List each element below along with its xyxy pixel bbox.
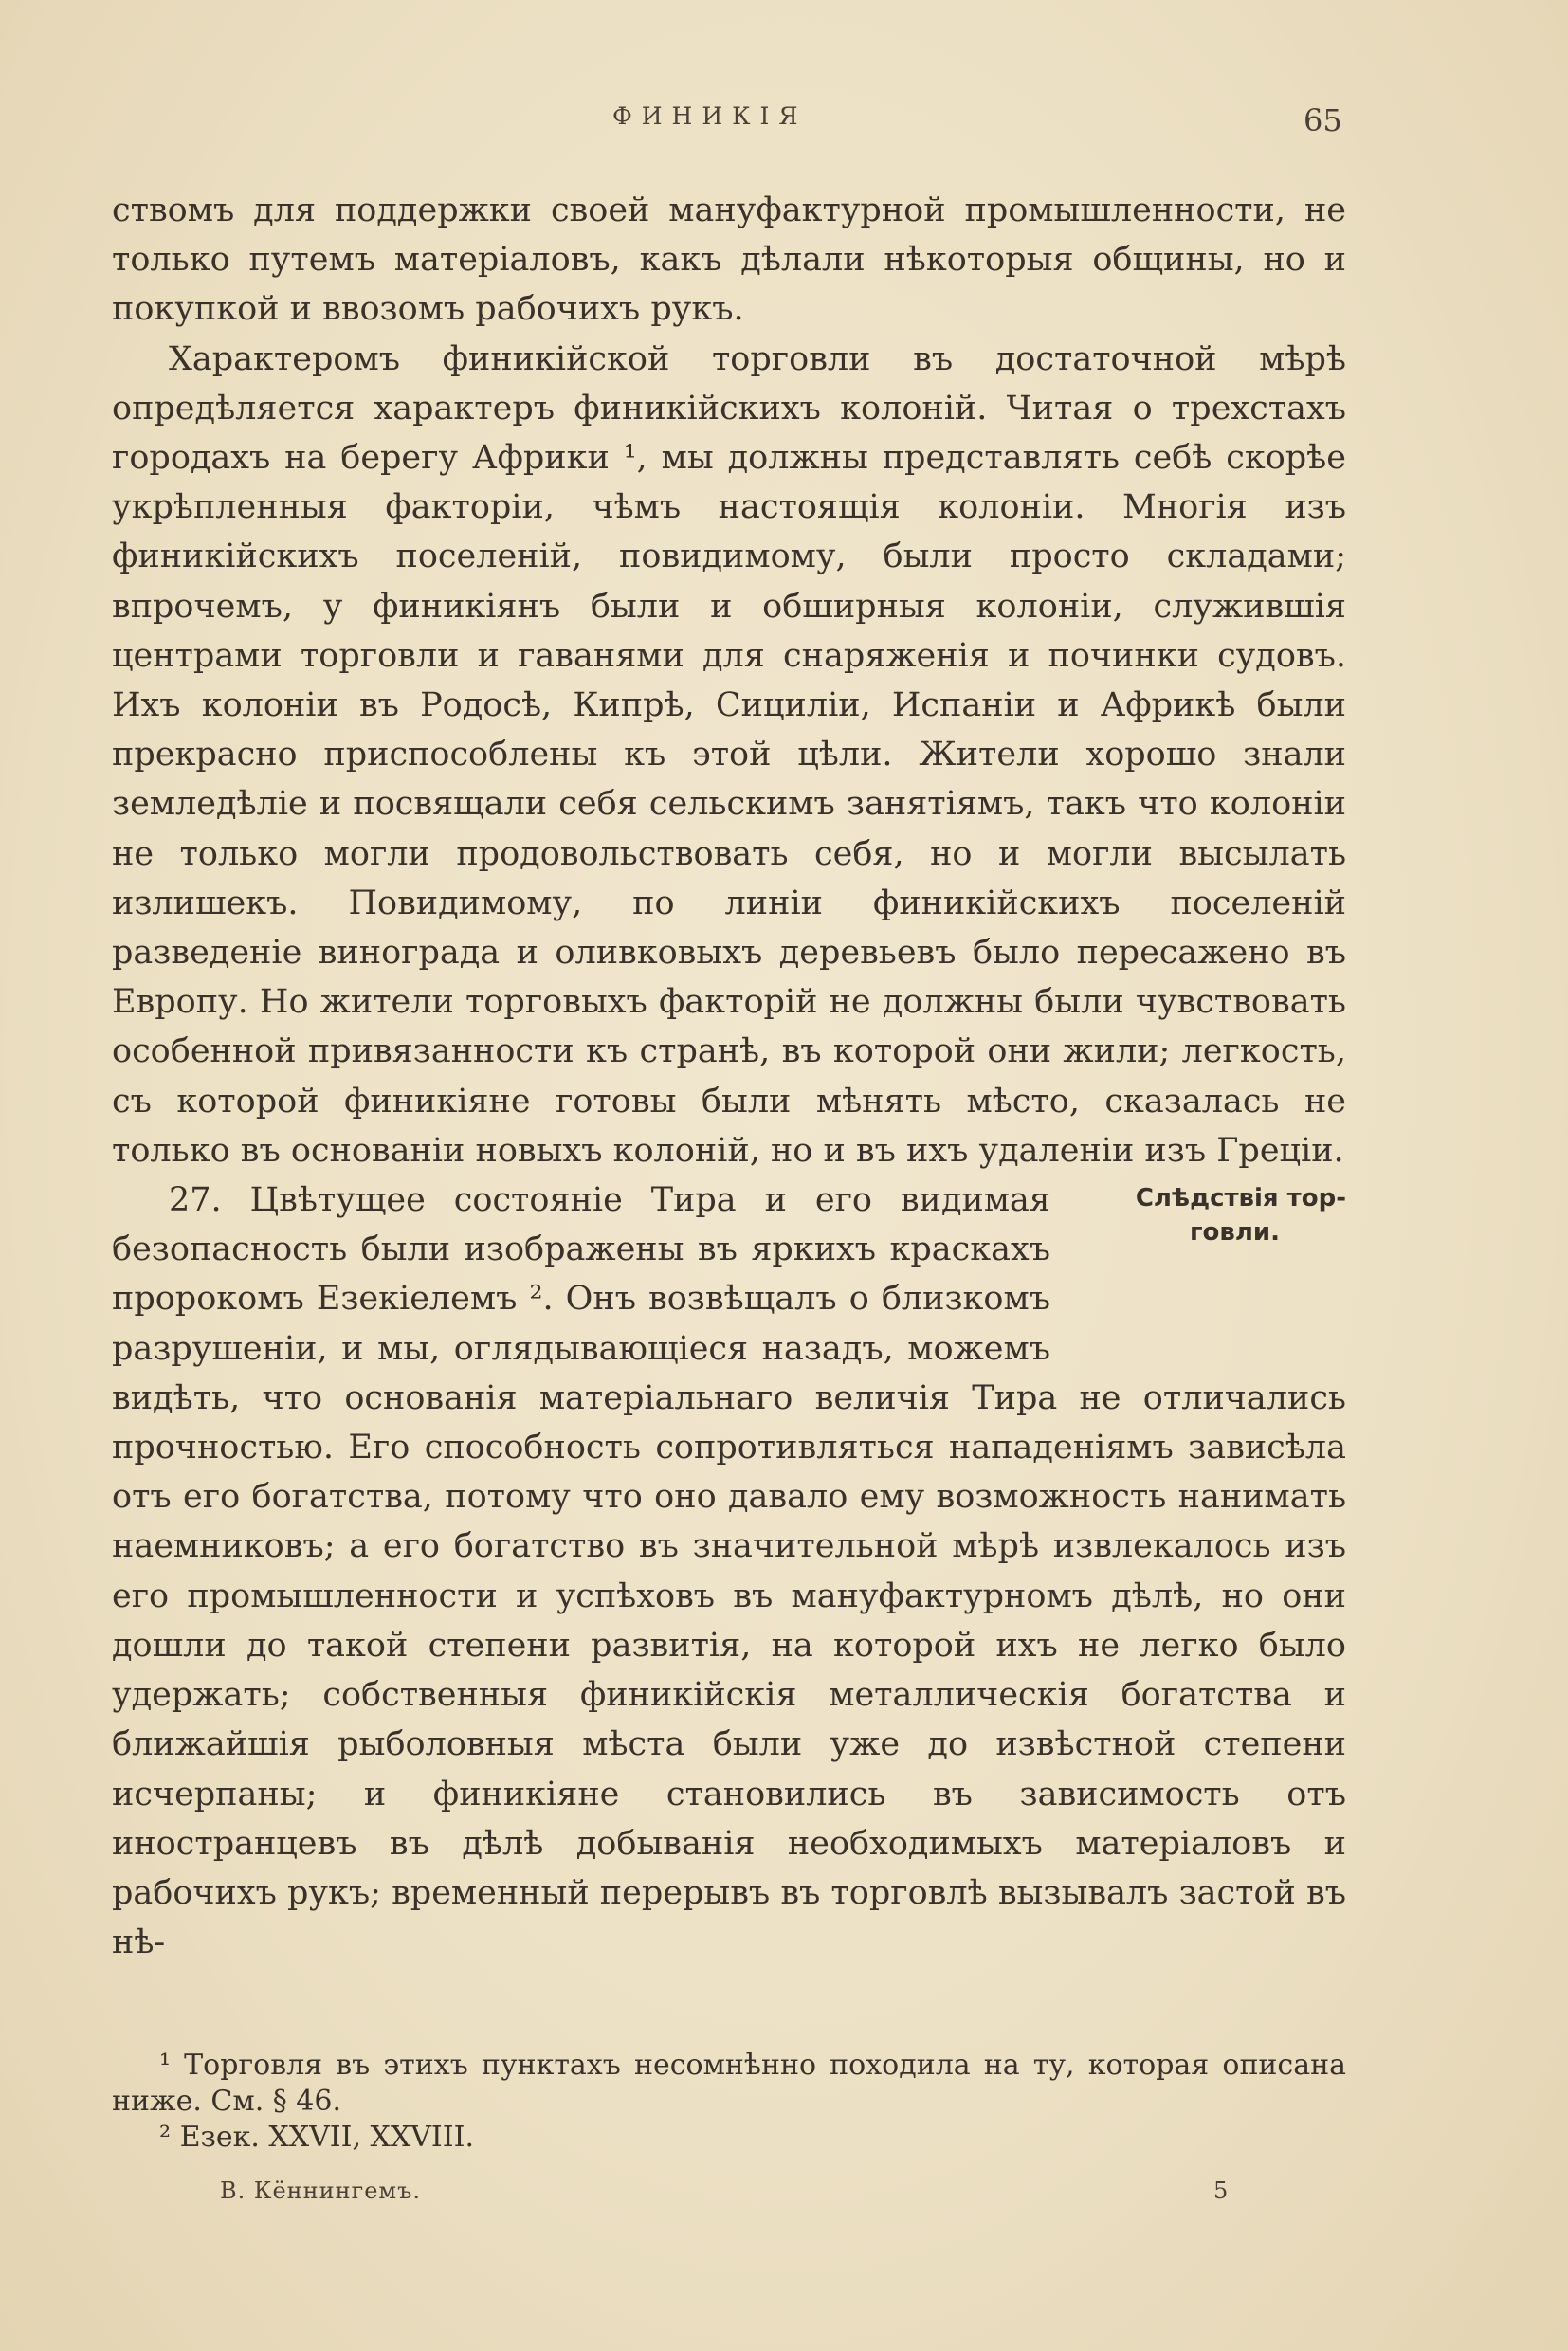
marginal-note-line-1: Слѣдствія тор- [1135, 1184, 1346, 1213]
marginal-note [1079, 1176, 1346, 1371]
footnotes [112, 2048, 1346, 2156]
marginal-note-line-2: говли. [1189, 1218, 1280, 1248]
page-number: 65 [1304, 102, 1342, 138]
footnote-1: ¹ Торговля въ этихъ пунктахъ несомнѣнно походила на ту, которая описана ниже. См. § 46. [112, 2049, 1346, 2118]
footer-author: В. Кённингемъ. [220, 2178, 421, 2204]
running-title: ФИНИКІЯ [612, 102, 808, 130]
paragraph-section-27: 27. Цвѣтущее состояніе Тира и его видимая безопасность были изображены въ яркихъ краскахъ пророкомъ Езекіелемъ ². Онъ возвѣщалъ о близкомъ разрушеніи, и мы, оглядывающіеся назадъ, можемъ видѣть, что основанія матеріальнаго величія Тира не отличались прочностью. Его способность сопротивляться нападеніямъ зависѣла отъ его богатства, потому что оно давало ему возможность нанимать наемниковъ; а его богатство въ значительной мѣрѣ извлекалось изъ его промышленности и успѣховъ въ мануфактурномъ дѣлѣ, но они дошли до такой степени развитія, на которой ихъ не легко было удержать; собственныя финикійскія металлическія богатства и ближайшія рыболовныя мѣста были уже до извѣстной степени исчерпаны; и финикіяне становились въ зависимость отъ иностранцевъ въ дѣлѣ добыванія необходимыхъ матеріаловъ и рабочихъ рукъ; временный перерывъ въ торговлѣ вызывалъ застой въ нѣ- [112, 1181, 1346, 1962]
page-header [0, 102, 1568, 140]
body-text [112, 186, 1346, 1967]
printer-signature: 5 [1213, 2178, 1229, 2204]
page-footer [0, 2178, 1568, 2215]
footnote-2: ² Езек. XXVII, XXVIII. [159, 2121, 475, 2154]
paragraph-continued: ствомъ для поддержки своей мануфактурной промышленности, не только путемъ матеріаловъ, какъ дѣлали нѣкоторыя общины, но и покупкой и ввозомъ рабочихъ рукъ. [112, 191, 1346, 329]
paragraph-colonies: Характеромъ финикійской торговли въ достаточной мѣрѣ опредѣляется характеръ финикійскихъ колоній. Читая о трехстахъ городахъ на берегу Африки ¹, мы должны представлять себѣ скорѣе укрѣпленныя факторіи, чѣмъ настоящія колоніи. Многія изъ финикійскихъ поселеній, повидимому, были просто складами; впрочемъ, у финикіянъ были и обширныя колоніи, служившія центрами торговли и гаванями для снаряженія и починки судовъ. Ихъ колоніи въ Родосѣ, Кипрѣ, Сициліи, Испаніи и Африкѣ были прекрасно приспособлены къ этой цѣли. Жители хорошо знали земледѣліе и посвящали себя сельскимъ занятіямъ, такъ что колоніи не только могли продовольствовать себя, но и могли высылать излишекъ. Повидимому, по линіи финикійскихъ поселеній разведеніе винограда и оливковыхъ деревьевъ было пересажено въ Европу. Но жители торговыхъ факторій не должны были чувствовать особенной привязанности къ странѣ, въ которой они жили; легкость, съ которой финикіяне готовы были мѣнять мѣсто, сказалась не только въ основаніи новыхъ колоній, но и въ ихъ удаленіи изъ Греціи. [112, 339, 1346, 1170]
